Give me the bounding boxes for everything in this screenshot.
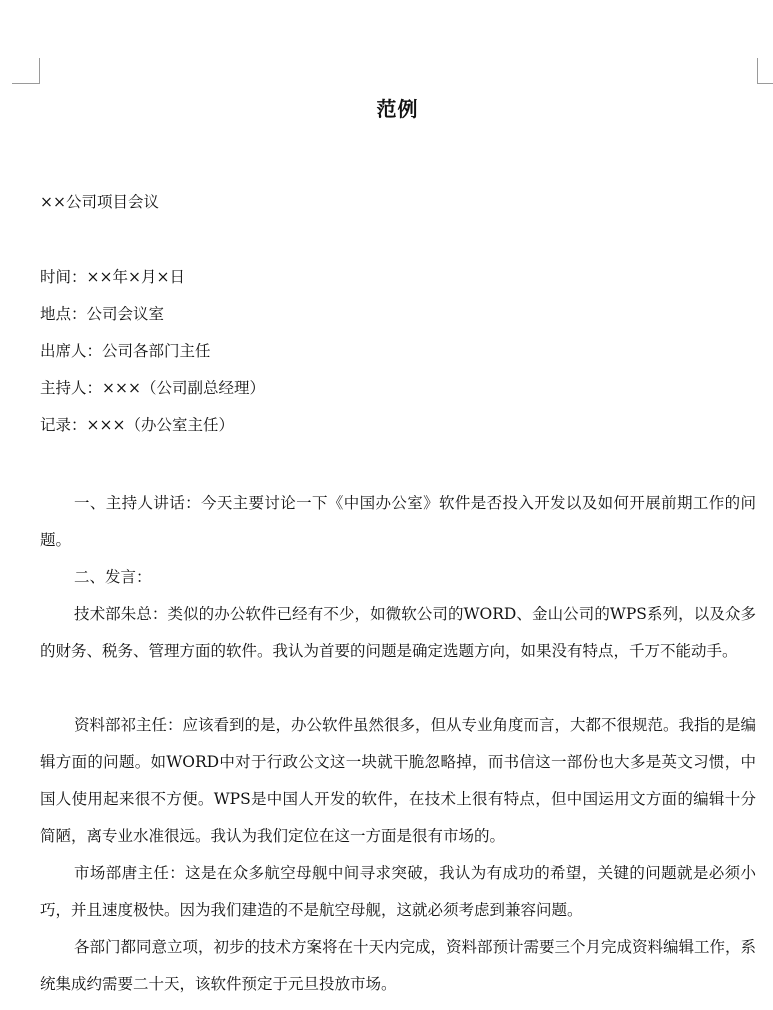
meeting-place: 地点：公司会议室 <box>40 305 165 323</box>
document-title: 范例 <box>376 97 419 121</box>
meeting-host: 主持人：×××（公司副总经理） <box>40 379 265 397</box>
meeting-attendees: 出席人：公司各部门主任 <box>40 342 211 360</box>
meeting-recorder: 记录：×××（办公室主任） <box>40 416 234 434</box>
crop-mark-top-right <box>757 58 773 84</box>
paragraph-tech-dept: 技术部朱总：类似的办公软件已经有不少，如微软公司的WORD、金山公司的WPS系列，以及众多的财务、税务、管理方面的软件。我认为首要的问题是确定选题方向，如果没有特点，千万不能动手。 <box>40 605 756 660</box>
paragraph-speeches-heading: 二、发言： <box>74 568 152 586</box>
meeting-time: 时间：××年×月×日 <box>40 268 185 286</box>
paragraph-marketing-dept: 市场部唐主任：这是在众多航空母舰中间寻求突破，我认为有成功的希望，关键的问题就是必须小巧，并且速度极快。因为我们建造的不是航空母舰，这就必须考虑到兼容问题。 <box>40 864 756 919</box>
paragraph-conclusion: 各部门都同意立项，初步的技术方案将在十天内完成，资料部预计需要三个月完成资料编辑工作，系统集成约需要二十天，该软件预定于元旦投放市场。 <box>40 938 757 993</box>
paragraph-materials-dept: 资料部祁主任：应该看到的是，办公软件虽然很多，但从专业角度而言，大都不很规范。我指的是编辑方面的问题。如WORD中对于行政公文这一块就干脆忽略掉，而书信这一部份也大多是英文习惯，中国人使用起来很不方便。WPS是中国人开发的软件，在技术上很有特点，但中国运用文方面的编辑十分简陋，离专业水准很远。我认为我们定位在这一方面是很有市场的。 <box>40 716 757 845</box>
meeting-name: ××公司项目会议 <box>40 193 159 211</box>
paragraph-host-speech: 一、主持人讲话：今天主要讨论一下《中国办公室》软件是否投入开发以及如何开展前期工作的问题。 <box>40 494 756 549</box>
crop-mark-top-left <box>12 58 40 84</box>
